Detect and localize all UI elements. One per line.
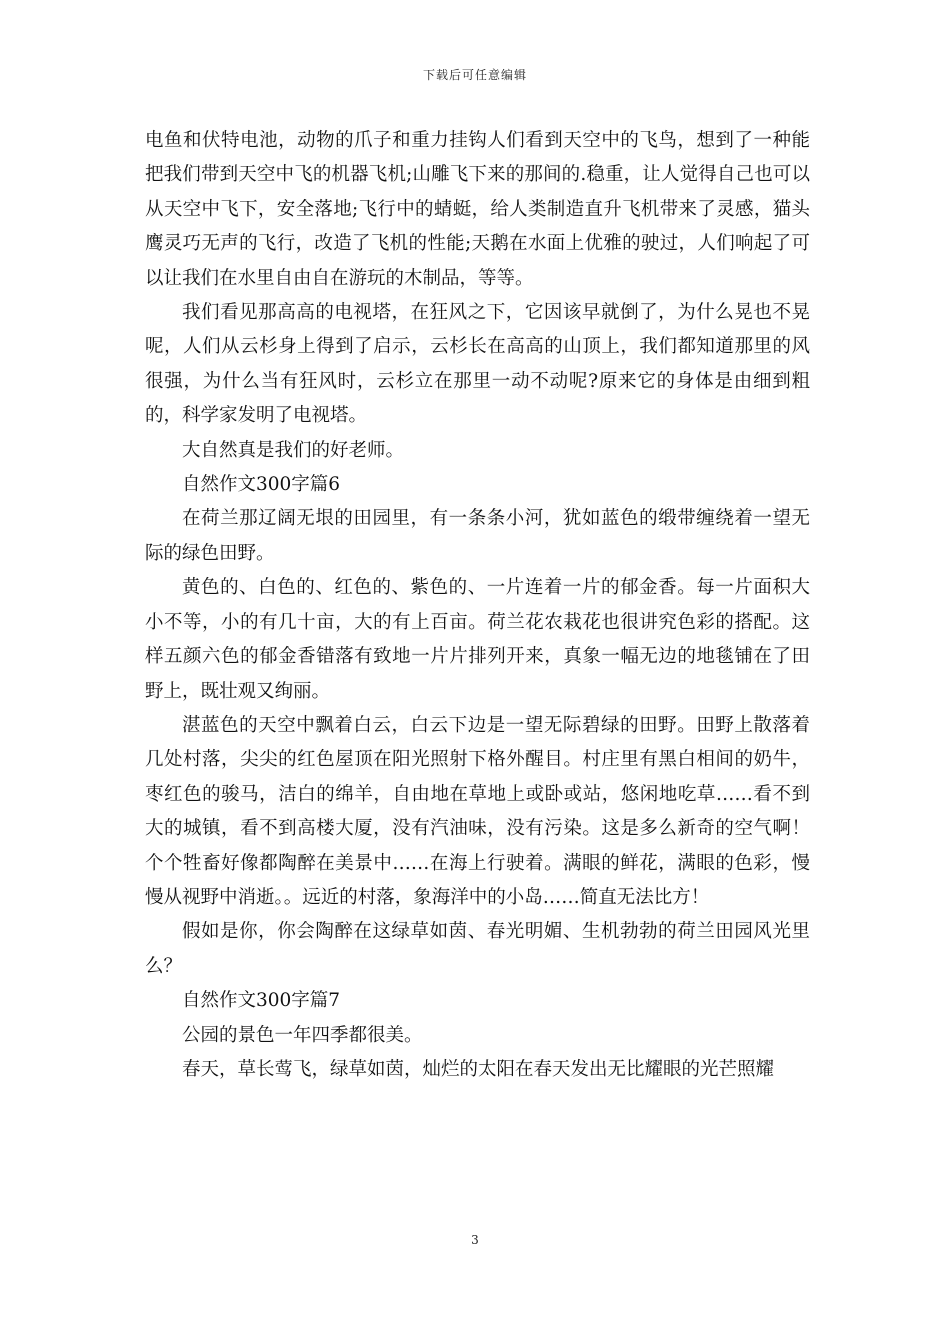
paragraph: 我们看见那高高的电视塔，在狂风之下，它因该早就倒了，为什么晃也不晃呢，人们从云杉身上得到了启示，云杉长在高高的山顶上，我们都知道那里的风很强，为什么当有狂风时，云杉立在那里一动不动呢?原来它的身体是由细到粗的，科学家发明了电视塔。 [145,302,810,427]
paragraph: 电鱼和伏特电池，动物的爪子和重力挂钩人们看到天空中的飞鸟，想到了一种能把我们带到天空中飞的机器飞机;山雕飞下来的那间的.稳重，让人觉得自己也可以从天空中飞下，安全落地;飞行中的蜻蜓，给人类制造直升飞机带来了灵感，猫头鹰灵巧无声的飞行，改造了飞机的性能;天鹅在水面上优雅的驶过，人们响起了可以让我们在水里自由自在游玩的木制品，等等。 [145,130,810,289]
paragraph: 假如是你，你会陶醉在这绿草如茵、春光明媚、生机勃勃的荷兰田园风光里么？ [145,921,810,977]
paragraph: 黄色的、白色的、红色的、紫色的、一片连着一片的郁金香。每一片面积大小不等，小的有几十亩，大的有上百亩。荷兰花农栽花也很讲究色彩的搭配。这样五颜六色的郁金香错落有致地一片片排列开来，真象一幅无边的地毯铺在了田野上，既壮观又绚丽。 [145,577,810,702]
paragraph: 春天，草长莺飞，绿草如茵，灿烂的太阳在春天发出无比耀眼的光芒照耀 [182,1058,775,1080]
paragraph: 湛蓝色的天空中飘着白云，白云下边是一望无际碧绿的田野。田野上散落着几处村落，尖尖的红色屋顶在阳光照射下格外醒目。村庄里有黑白相间的奶牛，枣红色的骏马，洁白的绵羊，自由地在草地上或卧或站，悠闲地吃草……看不到大的城镇，看不到高楼大厦，没有汽油味，没有污染。这是多么新奇的空气啊！个个牲畜好像都陶醉在美景中……在海上行驶着。满眼的鲜花，满眼的色彩，慢慢从视野中消逝。。远近的村落，象海洋中的小岛……简直无法比方！ [145,714,810,908]
section-heading: 自然作文300字篇6 [182,474,341,496]
paragraph: 在荷兰那辽阔无垠的田园里，有一条条小河，犹如蓝色的缎带缠绕着一望无际的绿色田野。 [145,508,810,564]
page-header: 下载后可任意编辑 [422,68,527,82]
paragraph: 大自然真是我们的好老师。 [182,439,405,461]
document-body [145,124,810,1087]
page-number: 3 [471,1233,479,1247]
section-heading: 自然作文300字篇7 [182,990,341,1012]
paragraph: 公园的景色一年四季都很美。 [182,1024,423,1046]
